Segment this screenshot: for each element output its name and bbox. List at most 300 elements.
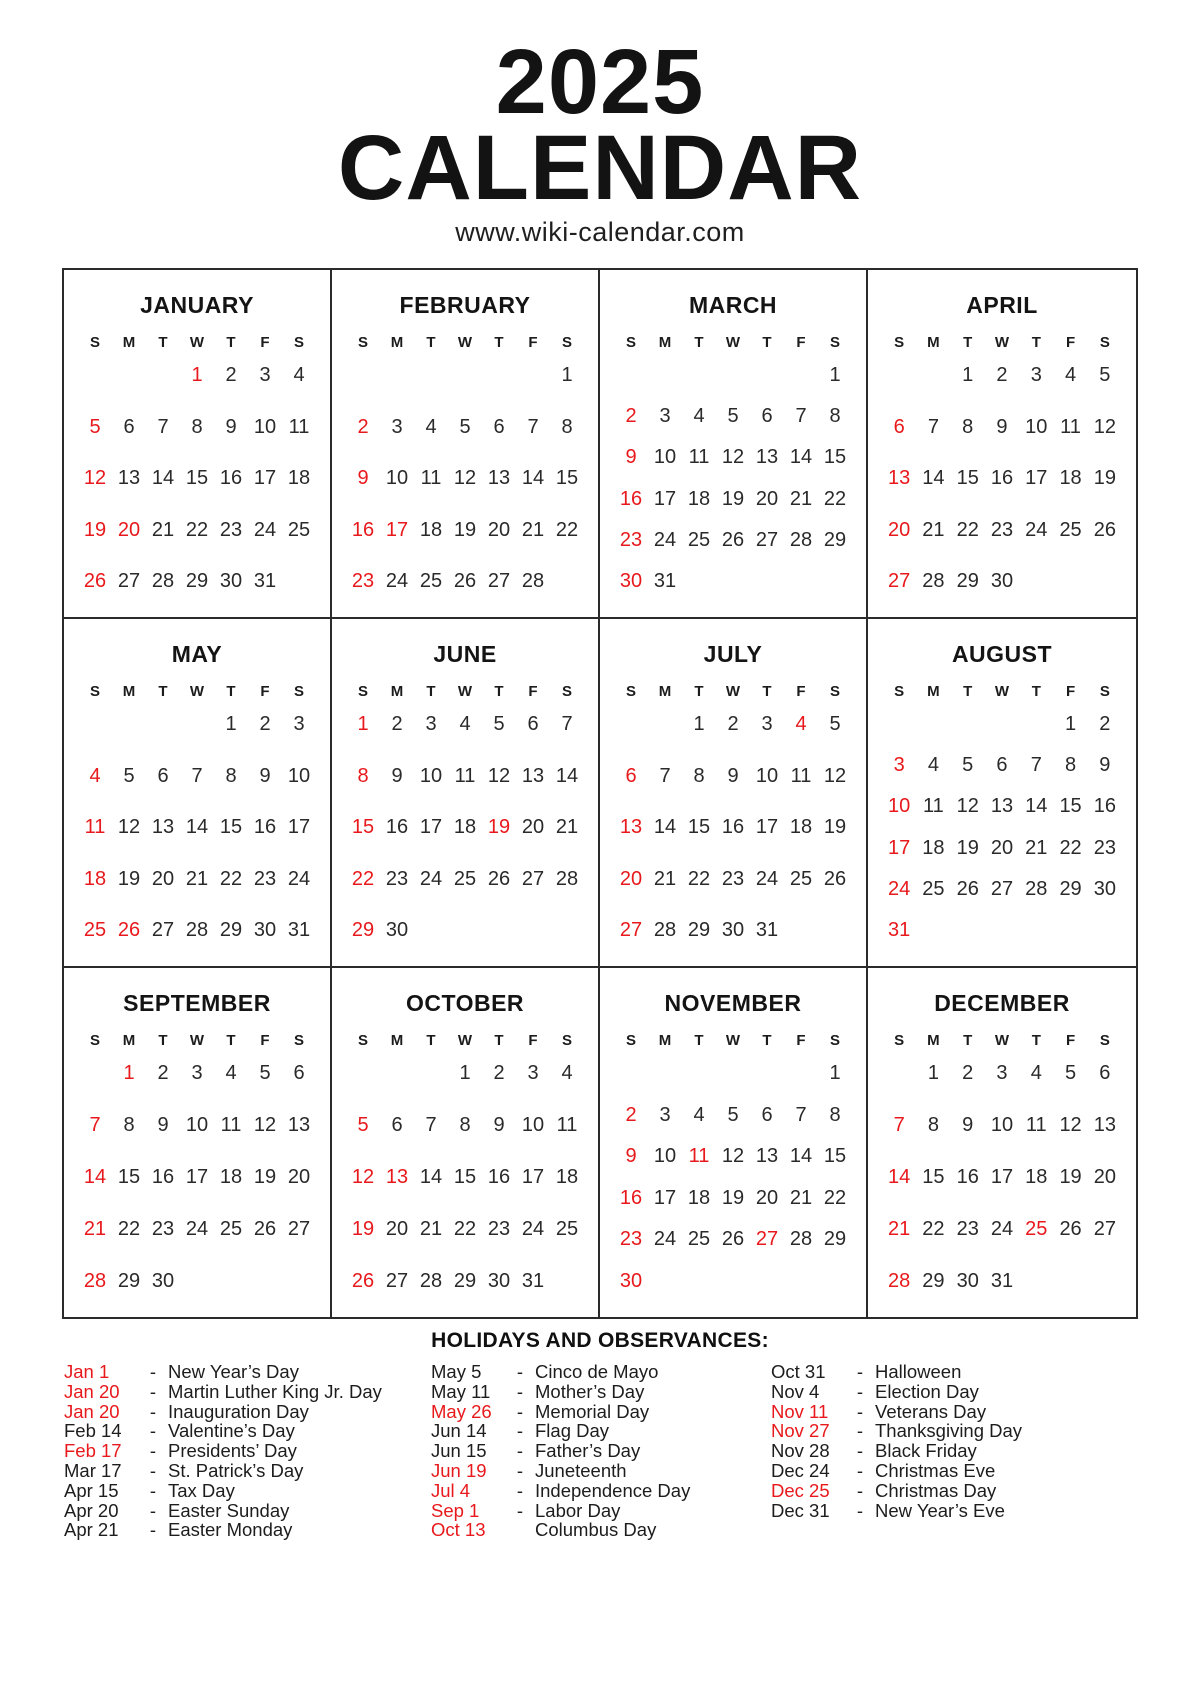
holiday-name: Flag Day <box>535 1420 610 1442</box>
day-cell: 5 <box>357 1114 369 1137</box>
day-cell: 28 <box>419 1270 443 1293</box>
day-cell: 21 <box>789 487 813 510</box>
weekday-header: T <box>226 1032 236 1050</box>
day-cell: 11 <box>288 415 310 438</box>
day-cell: 6 <box>157 764 169 787</box>
holiday-entry <box>64 1520 431 1540</box>
day-cell: 23 <box>385 867 409 890</box>
weekday-header: S <box>625 683 636 701</box>
day-cell: 22 <box>687 867 711 890</box>
day-cell: 14 <box>185 816 209 839</box>
week-row <box>614 765 852 788</box>
holiday-separator: - <box>149 1499 157 1521</box>
week-row <box>614 1270 852 1293</box>
week-row <box>346 1218 584 1241</box>
day-cell: 13 <box>385 1166 409 1189</box>
empty-day-cell <box>750 364 784 387</box>
empty-day-cell <box>916 919 950 942</box>
holiday-entry <box>64 1501 431 1521</box>
month-may <box>64 619 332 968</box>
week-row <box>346 1114 584 1137</box>
day-cell: 28 <box>521 570 545 593</box>
day-cell: 29 <box>922 1270 945 1293</box>
day-cell: 27 <box>888 570 911 593</box>
day-cell: 19 <box>83 518 107 541</box>
weekday-header: S <box>561 334 572 352</box>
holiday-date: Dec 24 <box>771 1460 830 1482</box>
empty-day-cell <box>716 570 750 593</box>
day-cell: 10 <box>1025 415 1048 438</box>
holiday-name: Veterans Day <box>875 1400 987 1422</box>
weekday-header: W <box>725 683 741 701</box>
day-cell: 23 <box>487 1218 511 1241</box>
empty-day-cell <box>614 364 648 387</box>
holiday-date: May 5 <box>431 1361 482 1383</box>
week-row <box>614 570 852 593</box>
month-title: OCTOBER <box>405 990 525 1017</box>
week-row <box>614 1187 852 1210</box>
day-cell: 28 <box>151 570 175 593</box>
week-row <box>614 1104 852 1127</box>
day-cell: 16 <box>253 816 277 839</box>
weekday-header-row <box>882 1032 1122 1049</box>
empty-day-cell <box>1088 1270 1122 1293</box>
day-cell: 9 <box>357 467 369 490</box>
holiday-entry <box>431 1402 771 1422</box>
holiday-entry <box>64 1362 431 1382</box>
day-cell: 17 <box>385 518 409 541</box>
day-cell: 11 <box>420 467 442 490</box>
day-cell: 14 <box>151 467 175 490</box>
day-cell: 21 <box>555 816 579 839</box>
day-cell: 14 <box>789 446 813 469</box>
weekday-header: T <box>158 1032 168 1050</box>
month-november <box>600 968 868 1317</box>
empty-day-cell <box>818 1270 852 1293</box>
day-cell: 28 <box>888 1270 911 1293</box>
holiday-date: Jul 4 <box>431 1479 471 1501</box>
day-cell: 10 <box>385 467 409 490</box>
week-row <box>614 919 852 942</box>
weekday-header: M <box>927 1032 940 1050</box>
day-cell: 16 <box>1093 795 1116 818</box>
week-row <box>346 519 584 542</box>
day-cell: 10 <box>287 764 311 787</box>
holiday-separator: - <box>856 1380 864 1402</box>
day-cell: 16 <box>385 816 409 839</box>
day-cell: 4 <box>693 1103 705 1126</box>
day-cell: 26 <box>721 1228 745 1251</box>
week-row <box>882 713 1122 736</box>
day-cell: 10 <box>755 764 779 787</box>
holiday-name: New Year’s Eve <box>875 1499 1005 1521</box>
day-cell: 19 <box>956 836 979 859</box>
day-cell: 18 <box>555 1166 579 1189</box>
day-cell: 31 <box>521 1270 545 1293</box>
empty-day-cell <box>550 919 584 942</box>
month-september <box>64 968 332 1317</box>
empty-day-cell <box>951 919 985 942</box>
day-cell: 25 <box>1025 1218 1048 1241</box>
holiday-separator: - <box>516 1460 524 1482</box>
holiday-date: Feb 17 <box>64 1440 122 1462</box>
holiday-column-1 <box>64 1362 431 1540</box>
day-cell: 25 <box>922 877 945 900</box>
day-cell: 3 <box>761 713 773 736</box>
day-cell: 26 <box>823 867 847 890</box>
weekday-header: M <box>122 334 136 352</box>
day-cell: 12 <box>453 467 477 490</box>
month-january <box>64 270 332 619</box>
day-cell: 6 <box>123 415 135 438</box>
day-cell: 6 <box>1099 1062 1111 1085</box>
day-cell: 10 <box>185 1114 209 1137</box>
day-cell: 8 <box>829 405 841 428</box>
empty-day-cell <box>1088 570 1122 593</box>
day-cell: 15 <box>117 1166 141 1189</box>
day-cell: 1 <box>561 364 573 387</box>
day-cell: 6 <box>493 415 505 438</box>
holiday-separator: - <box>149 1519 157 1541</box>
day-cell: 7 <box>425 1114 437 1137</box>
week-row <box>614 488 852 511</box>
holiday-name: Cinco de Mayo <box>535 1361 659 1383</box>
weekday-header: W <box>457 334 473 352</box>
month-weeks <box>78 1062 316 1293</box>
holiday-name: Memorial Day <box>535 1400 650 1422</box>
day-cell: 1 <box>1065 713 1077 736</box>
empty-day-cell <box>112 713 146 736</box>
weekday-header: F <box>528 683 538 701</box>
empty-day-cell <box>716 1062 750 1085</box>
week-row <box>78 467 316 490</box>
week-row <box>78 416 316 439</box>
day-cell: 21 <box>521 518 545 541</box>
day-cell: 24 <box>755 867 779 890</box>
month-weeks <box>78 364 316 593</box>
day-cell: 15 <box>687 816 711 839</box>
week-row <box>346 416 584 439</box>
day-cell: 4 <box>1030 1062 1042 1085</box>
page-title-year: 2025 <box>495 31 705 133</box>
empty-day-cell <box>146 713 180 736</box>
week-row <box>346 868 584 891</box>
empty-day-cell <box>682 1270 716 1293</box>
day-cell: 23 <box>721 867 745 890</box>
holiday-date: Sep 1 <box>431 1499 480 1521</box>
weekday-header: F <box>1065 1032 1076 1050</box>
day-cell: 9 <box>157 1114 169 1137</box>
day-cell: 10 <box>253 415 277 438</box>
week-row <box>882 1218 1122 1241</box>
day-cell: 20 <box>521 816 545 839</box>
weekday-header: T <box>426 683 436 701</box>
week-row <box>346 765 584 788</box>
weekday-header: W <box>189 1032 205 1050</box>
day-cell: 6 <box>625 764 637 787</box>
week-row <box>78 713 316 736</box>
website-url: www.wiki-calendar.com <box>455 217 745 248</box>
holiday-entry <box>64 1461 431 1481</box>
day-cell: 21 <box>1025 836 1048 859</box>
empty-day-cell <box>380 1062 414 1085</box>
weekday-header: W <box>994 1032 1010 1050</box>
weekday-header-row <box>346 334 584 351</box>
month-weeks <box>346 364 584 593</box>
day-cell: 3 <box>527 1062 539 1085</box>
day-cell: 13 <box>487 467 511 490</box>
holiday-separator: - <box>149 1361 157 1383</box>
holiday-name: Halloween <box>875 1361 962 1383</box>
holiday-name: Presidents’ Day <box>168 1440 297 1462</box>
holiday-separator: - <box>516 1420 524 1442</box>
holiday-entry <box>771 1421 1022 1441</box>
weekday-header: T <box>1031 334 1041 352</box>
day-cell: 21 <box>888 1218 911 1241</box>
day-cell: 13 <box>990 795 1014 818</box>
day-cell: 27 <box>151 919 175 942</box>
holiday-date: Feb 14 <box>64 1420 122 1442</box>
day-cell: 23 <box>151 1218 175 1241</box>
day-cell: 30 <box>721 919 745 942</box>
day-cell: 21 <box>653 867 677 890</box>
day-cell: 8 <box>225 764 237 787</box>
empty-day-cell <box>784 1062 818 1085</box>
day-cell: 17 <box>253 467 277 490</box>
day-cell: 20 <box>619 867 643 890</box>
month-weeks <box>882 713 1122 942</box>
day-cell: 9 <box>996 415 1008 438</box>
empty-day-cell <box>682 364 716 387</box>
week-row <box>882 1270 1122 1293</box>
day-cell: 30 <box>219 570 243 593</box>
day-cell: 1 <box>225 713 237 736</box>
day-cell: 4 <box>1065 364 1077 387</box>
day-cell: 21 <box>789 1186 813 1209</box>
weekday-header: S <box>625 334 636 352</box>
day-cell: 25 <box>219 1218 243 1241</box>
weekday-header: F <box>528 334 538 352</box>
week-row <box>346 713 584 736</box>
empty-day-cell <box>648 1270 682 1293</box>
day-cell: 3 <box>996 1062 1008 1085</box>
day-cell: 24 <box>653 528 677 551</box>
day-cell: 8 <box>962 415 974 438</box>
weekday-header: M <box>927 683 940 701</box>
day-cell: 17 <box>419 816 443 839</box>
weekday-header: T <box>762 1032 772 1050</box>
day-cell: 9 <box>1099 754 1111 777</box>
day-cell: 13 <box>1093 1114 1116 1137</box>
day-cell: 7 <box>191 764 203 787</box>
holiday-date: Jan 20 <box>64 1380 120 1402</box>
day-cell: 12 <box>253 1114 277 1137</box>
day-cell: 23 <box>990 518 1014 541</box>
day-cell: 5 <box>727 1103 739 1126</box>
day-cell: 21 <box>419 1218 443 1241</box>
weekday-header: S <box>1099 683 1110 701</box>
empty-day-cell <box>750 570 784 593</box>
holiday-entry <box>771 1402 1022 1422</box>
day-cell: 18 <box>219 1166 243 1189</box>
day-cell: 26 <box>351 1270 375 1293</box>
day-cell: 20 <box>755 1186 779 1209</box>
day-cell: 15 <box>1059 795 1082 818</box>
week-row <box>882 878 1122 901</box>
weekday-header: T <box>762 334 772 352</box>
day-cell: 9 <box>625 1145 637 1168</box>
day-cell: 1 <box>191 364 203 387</box>
day-cell: 18 <box>1025 1166 1048 1189</box>
day-cell: 16 <box>721 816 745 839</box>
day-cell: 18 <box>687 487 711 510</box>
day-cell: 7 <box>795 405 807 428</box>
day-cell: 8 <box>123 1114 135 1137</box>
day-cell: 15 <box>185 467 209 490</box>
holiday-separator: - <box>856 1479 864 1501</box>
day-cell: 20 <box>755 487 779 510</box>
day-cell: 12 <box>1093 415 1116 438</box>
day-cell: 5 <box>727 405 739 428</box>
weekday-header: M <box>658 1032 672 1050</box>
day-cell: 8 <box>1065 754 1077 777</box>
day-cell: 16 <box>956 1166 979 1189</box>
day-cell: 4 <box>293 364 305 387</box>
week-row <box>78 816 316 839</box>
empty-day-cell <box>784 1270 818 1293</box>
empty-day-cell <box>482 919 516 942</box>
holiday-separator: - <box>516 1479 524 1501</box>
holiday-name: Mother’s Day <box>535 1380 645 1402</box>
weekday-header: F <box>260 334 270 352</box>
day-cell: 15 <box>351 816 375 839</box>
holiday-separator: - <box>149 1440 157 1462</box>
week-row <box>882 1062 1122 1085</box>
day-cell: 22 <box>185 518 209 541</box>
holiday-entry <box>771 1501 1022 1521</box>
day-cell: 20 <box>888 518 911 541</box>
day-cell: 22 <box>956 518 979 541</box>
day-cell: 29 <box>823 528 847 551</box>
empty-day-cell <box>1019 713 1053 736</box>
weekday-header: T <box>762 683 772 701</box>
day-cell: 10 <box>653 1145 677 1168</box>
day-cell: 22 <box>117 1218 141 1241</box>
day-cell: 16 <box>487 1166 511 1189</box>
holiday-column-2 <box>431 1362 771 1540</box>
holiday-date: May 11 <box>431 1380 491 1402</box>
holiday-date: Oct 13 <box>431 1519 486 1541</box>
day-cell: 11 <box>923 795 944 818</box>
day-cell: 9 <box>625 446 637 469</box>
day-cell: 24 <box>419 867 443 890</box>
empty-day-cell <box>648 713 682 736</box>
holiday-date: Jan 1 <box>64 1361 110 1383</box>
day-cell: 30 <box>619 570 643 593</box>
day-cell: 24 <box>990 1218 1014 1241</box>
year-calendar-grid <box>62 268 1138 1319</box>
day-cell: 19 <box>1093 467 1116 490</box>
weekday-header: S <box>89 1032 100 1050</box>
weekday-header: F <box>260 683 270 701</box>
holiday-separator: - <box>516 1400 524 1422</box>
month-weeks <box>614 1062 852 1293</box>
month-weeks <box>882 364 1122 593</box>
day-cell: 20 <box>990 836 1014 859</box>
empty-day-cell <box>985 713 1019 736</box>
month-march <box>600 270 868 619</box>
empty-day-cell <box>414 919 448 942</box>
weekday-header: F <box>1065 683 1076 701</box>
day-cell: 7 <box>659 764 671 787</box>
day-cell: 23 <box>956 1218 979 1241</box>
day-cell: 6 <box>893 415 905 438</box>
empty-day-cell <box>614 713 648 736</box>
empty-day-cell <box>716 364 750 387</box>
day-cell: 27 <box>117 570 141 593</box>
day-cell: 28 <box>789 1228 813 1251</box>
day-cell: 14 <box>922 467 945 490</box>
day-cell: 24 <box>253 518 277 541</box>
month-title: DECEMBER <box>934 990 1070 1017</box>
weekday-header-row <box>614 683 852 700</box>
holiday-entry <box>431 1362 771 1382</box>
day-cell: 27 <box>521 867 545 890</box>
day-cell: 10 <box>990 1114 1014 1137</box>
day-cell: 30 <box>1093 877 1116 900</box>
day-cell: 17 <box>287 816 311 839</box>
week-row <box>78 519 316 542</box>
week-row <box>882 919 1122 942</box>
day-cell: 25 <box>687 528 711 551</box>
holiday-date: Jun 19 <box>431 1460 487 1482</box>
week-row <box>614 713 852 736</box>
empty-day-cell <box>882 364 916 387</box>
weekday-header: M <box>927 334 940 352</box>
day-cell: 7 <box>1030 754 1042 777</box>
weekday-header-row <box>346 683 584 700</box>
empty-day-cell <box>648 1062 682 1085</box>
holiday-name: Father’s Day <box>535 1440 641 1462</box>
holiday-entry <box>431 1501 771 1521</box>
week-row <box>78 868 316 891</box>
day-cell: 7 <box>561 713 573 736</box>
day-cell: 15 <box>555 467 579 490</box>
weekday-header: T <box>963 334 973 352</box>
day-cell: 27 <box>990 877 1014 900</box>
empty-day-cell <box>916 713 950 736</box>
day-cell: 27 <box>487 570 511 593</box>
holiday-date: Apr 21 <box>64 1519 119 1541</box>
day-cell: 3 <box>659 1103 671 1126</box>
weekday-header: M <box>390 334 404 352</box>
week-row <box>78 919 316 942</box>
day-cell: 11 <box>454 764 476 787</box>
weekday-header: T <box>694 334 704 352</box>
empty-day-cell <box>146 364 180 387</box>
weekday-header: S <box>561 683 572 701</box>
day-cell: 19 <box>823 816 847 839</box>
week-row <box>614 1228 852 1251</box>
month-weeks <box>614 713 852 942</box>
weekday-header: T <box>226 334 236 352</box>
day-cell: 2 <box>493 1062 505 1085</box>
day-cell: 19 <box>253 1166 277 1189</box>
day-cell: 29 <box>117 1270 141 1293</box>
holiday-name: Independence Day <box>535 1479 691 1501</box>
month-july <box>600 619 868 968</box>
day-cell: 30 <box>253 919 277 942</box>
